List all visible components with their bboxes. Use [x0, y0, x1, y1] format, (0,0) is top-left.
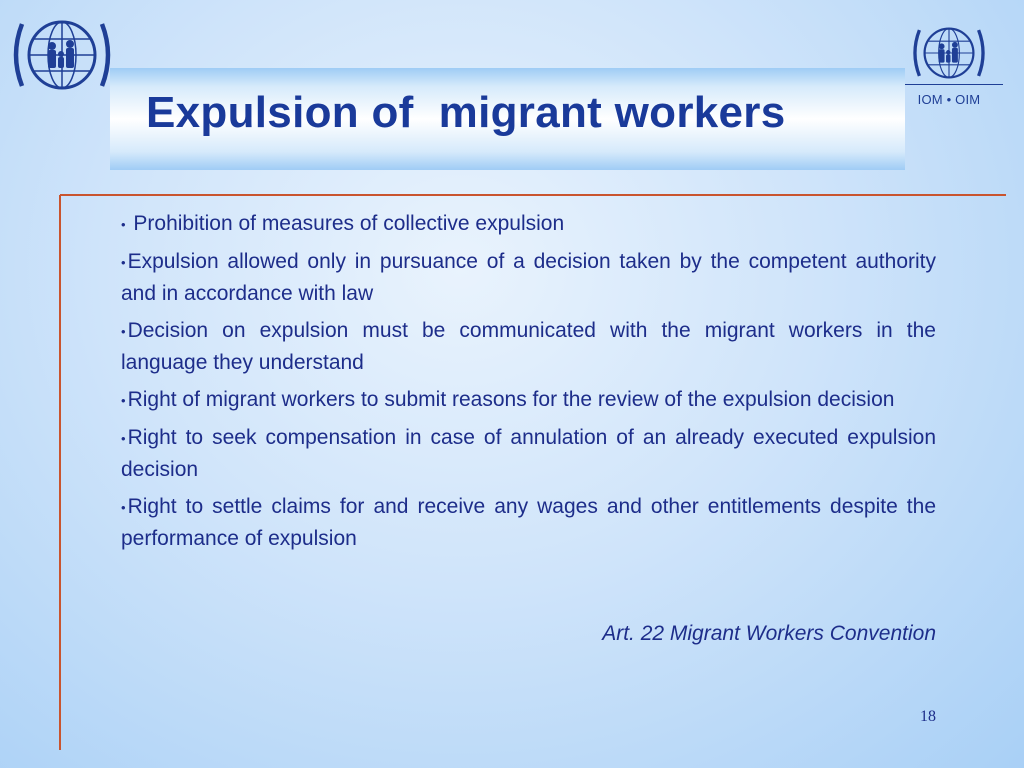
bullet-item: [121, 491, 936, 554]
citation: Art. 22 Migrant Workers Convention: [602, 622, 936, 645]
vertical-divider: [59, 195, 61, 750]
bullet-item: [121, 315, 936, 378]
page-number: 18: [920, 708, 936, 725]
slide-title: Expulsion of migrant workers: [146, 88, 786, 137]
bullet-text: Right to seek compensation in case of annulation of an already executed expulsion decision: [121, 425, 936, 481]
bullet-text: Right to settle claims for and receive any wages and other entitlements despite the performance of expulsion: [121, 494, 936, 550]
bullet-icon: •: [121, 323, 126, 339]
iom-logo-icon: [12, 14, 112, 96]
horizontal-divider: [60, 194, 1006, 196]
iom-logo-small-icon: [912, 22, 986, 84]
bullet-icon: •: [121, 430, 126, 446]
bullet-text: Expulsion allowed only in pursuance of a decision taken by the competent authority and in accordance with law: [121, 249, 936, 305]
bullet-item: [121, 422, 936, 485]
bullet-item: [121, 384, 936, 416]
bullet-text: Prohibition of measures of collective expulsion: [133, 212, 565, 235]
bullet-icon: •: [121, 216, 126, 232]
bullet-icon: •: [121, 499, 126, 515]
logo-text: IOM • OIM: [917, 92, 981, 107]
logo-divider: [895, 84, 1003, 85]
bullet-text: Decision on expulsion must be communicated with the migrant workers in the language they understand: [121, 318, 936, 374]
bullet-text: Right of migrant workers to submit reasons for the review of the expulsion decision: [127, 387, 895, 411]
bullet-item: [121, 246, 936, 309]
bullet-icon: •: [121, 392, 126, 408]
bullet-list: [121, 208, 936, 560]
bullet-item: [121, 208, 936, 240]
bullet-icon: •: [121, 254, 126, 270]
